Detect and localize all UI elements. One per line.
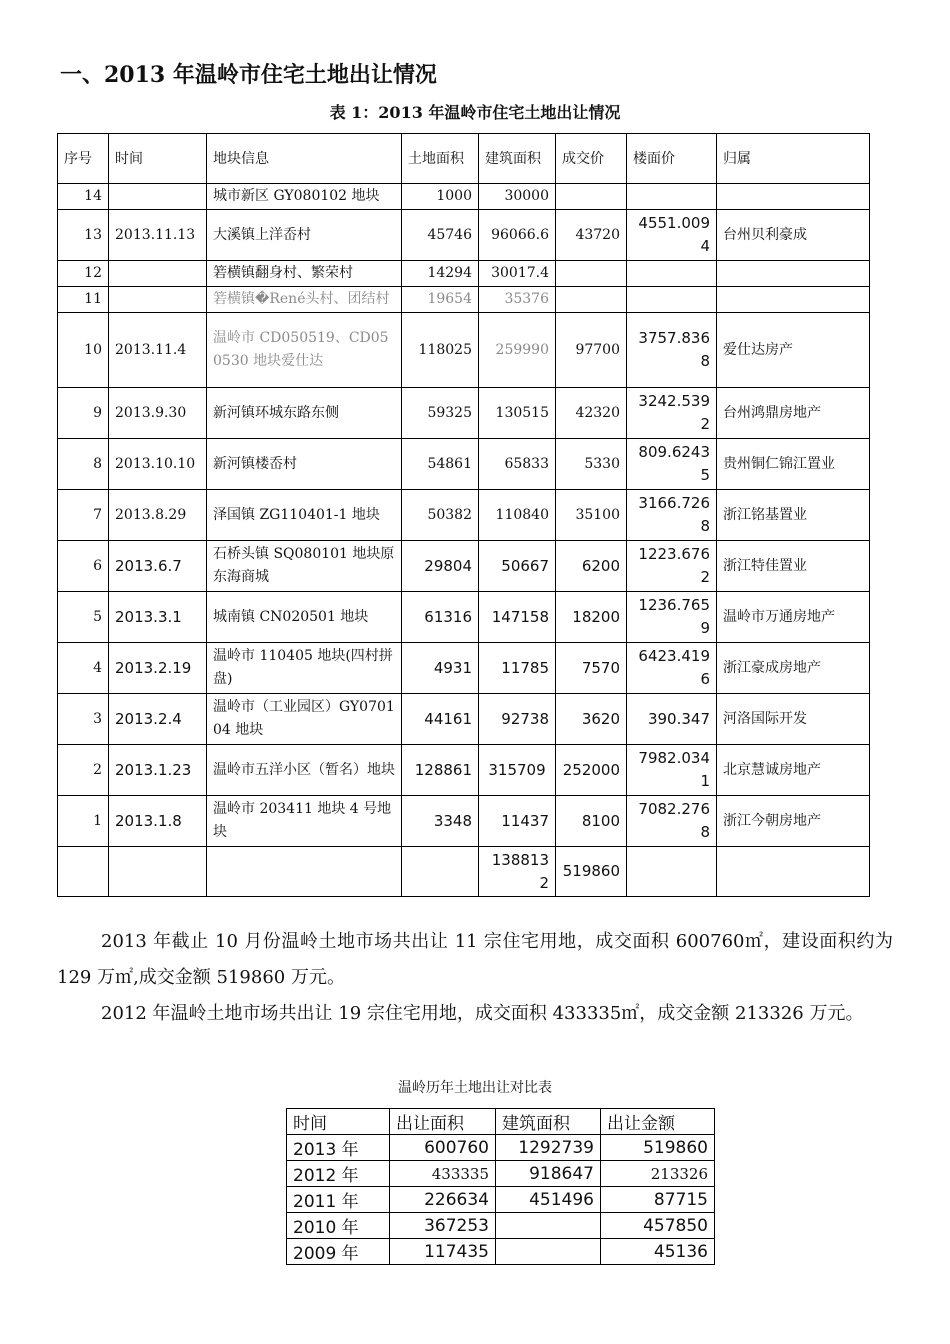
cell-info: 箬横镇翻身村、繁荣村 [207, 261, 402, 287]
table-row [58, 210, 870, 261]
cell-unit: 1223.6762 [627, 541, 717, 592]
table-row [58, 694, 870, 745]
table-row [287, 1135, 715, 1161]
cell-info: 大溪镇上洋岙村 [207, 210, 402, 261]
cell-date: 2013.11.4 [109, 313, 207, 388]
cell-date: 2013.8.29 [109, 490, 207, 541]
cell-unit: 3242.5392 [627, 388, 717, 439]
cell-amount: 457850 [601, 1213, 715, 1239]
table1-caption: 表 1：2013 年温岭市住宅土地出让情况 [329, 103, 621, 122]
cell-year: 2011 年 [287, 1187, 390, 1213]
table-row [58, 643, 870, 694]
cell-land: 44161 [402, 694, 479, 745]
cell-info: 温岭市 CD050519、CD050530 地块爱仕达 [207, 313, 402, 388]
header-cell: 土地面积 [402, 134, 479, 184]
cell-owner [717, 261, 870, 287]
cell-no: 10 [58, 313, 109, 388]
cell-unit: 3757.8368 [627, 313, 717, 388]
header-cell: 序号 [58, 134, 109, 184]
cell-amount: 87715 [601, 1187, 715, 1213]
section-heading: 一、2013 年温岭市住宅土地出让情况 [60, 62, 437, 88]
cell-info: 温岭市 110405 地块(四村拼盘) [207, 643, 402, 694]
cell-date [109, 287, 207, 313]
header-cell: 建筑面积 [496, 1109, 601, 1135]
cell-unit: 809.62435 [627, 439, 717, 490]
table-row [58, 313, 870, 388]
cell-no: 8 [58, 439, 109, 490]
cell-no: 11 [58, 287, 109, 313]
cell-area: 433335 [390, 1161, 496, 1187]
cell-price [556, 184, 627, 210]
cell-build: 918647 [496, 1161, 601, 1187]
cell-build: 30017.4 [479, 261, 556, 287]
cell-owner: 浙江今朝房地产 [717, 796, 870, 847]
cell-no: 7 [58, 490, 109, 541]
cell-date: 2013.2.4 [109, 694, 207, 745]
cell-unit [627, 287, 717, 313]
cell-build: 50667 [479, 541, 556, 592]
cell-owner: 浙江铭基置业 [717, 490, 870, 541]
cell-empty [627, 847, 717, 897]
cell-info: 城南镇 CN020501 地块 [207, 592, 402, 643]
cell-area: 117435 [390, 1239, 496, 1265]
cell-price [556, 287, 627, 313]
paragraph [57, 924, 893, 996]
table-row [58, 388, 870, 439]
table-row [287, 1239, 715, 1265]
cell-date: 2013.3.1 [109, 592, 207, 643]
cell-build: 315709 [479, 745, 556, 796]
cell-date: 2013.9.30 [109, 388, 207, 439]
cell-build: 130515 [479, 388, 556, 439]
cell-no: 3 [58, 694, 109, 745]
cell-info: 城市新区 GY080102 地块 [207, 184, 402, 210]
cell-build: 1292739 [496, 1135, 601, 1161]
header-cell: 出让面积 [390, 1109, 496, 1135]
cell-build: 11437 [479, 796, 556, 847]
land-sales-table [57, 133, 870, 897]
cell-unit: 1236.7659 [627, 592, 717, 643]
table-row [287, 1161, 715, 1187]
paragraph-text: 2013 年截止 10 月份温岭土地市场共出让 11 宗住宅用地，成交面积 600760㎡，建设面积约为 129 万㎡,成交金额 519860 万元。 [57, 931, 893, 988]
header-cell: 出让金额 [601, 1109, 715, 1135]
cell-land: 29804 [402, 541, 479, 592]
cell-no: 6 [58, 541, 109, 592]
cell-amount: 45136 [601, 1239, 715, 1265]
paragraph [57, 996, 893, 1032]
cell-price: 5330 [556, 439, 627, 490]
cell-unit: 7082.2768 [627, 796, 717, 847]
cell-land: 50382 [402, 490, 479, 541]
cell-no: 13 [58, 210, 109, 261]
paragraph-text: 2012 年温岭土地市场共出让 19 宗住宅用地，成交面积 433335㎡，成交金额 213326 万元。 [101, 1003, 864, 1024]
cell-build: 110840 [479, 490, 556, 541]
cell-date: 2013.11.13 [109, 210, 207, 261]
cell-info: 石桥头镇 SQ080101 地块原东海商城 [207, 541, 402, 592]
cell-price: 7570 [556, 643, 627, 694]
cell-year: 2009 年 [287, 1239, 390, 1265]
cell-price: 18200 [556, 592, 627, 643]
cell-info: 温岭市 203411 地块 4 号地块 [207, 796, 402, 847]
cell-empty [207, 847, 402, 897]
table1-header-row [58, 134, 870, 184]
cell-unit [627, 261, 717, 287]
cell-owner: 温岭市万通房地产 [717, 592, 870, 643]
cell-info: 泽国镇 ZG110401-1 地块 [207, 490, 402, 541]
cell-land: 54861 [402, 439, 479, 490]
table-row [58, 184, 870, 210]
cell-amount: 213326 [601, 1161, 715, 1187]
cell-info: 新河镇楼岙村 [207, 439, 402, 490]
cell-build: 30000 [479, 184, 556, 210]
cell-owner [717, 184, 870, 210]
cell-owner [717, 287, 870, 313]
table-row [58, 592, 870, 643]
cell-owner: 爱仕达房产 [717, 313, 870, 388]
cell-owner: 河洛国际开发 [717, 694, 870, 745]
table-row [58, 796, 870, 847]
cell-build: 65833 [479, 439, 556, 490]
cell-owner: 贵州铜仁锦江置业 [717, 439, 870, 490]
cell-build: 96066.6 [479, 210, 556, 261]
cell-date: 2013.10.10 [109, 439, 207, 490]
cell-land: 45746 [402, 210, 479, 261]
cell-owner: 北京慧诚房地产 [717, 745, 870, 796]
cell-year: 2012 年 [287, 1161, 390, 1187]
cell-unit: 4551.0094 [627, 210, 717, 261]
cell-land: 4931 [402, 643, 479, 694]
header-cell: 建筑面积 [479, 134, 556, 184]
cell-land: 59325 [402, 388, 479, 439]
cell-owner: 浙江特佳置业 [717, 541, 870, 592]
cell-amount: 519860 [601, 1135, 715, 1161]
cell-build: 11785 [479, 643, 556, 694]
cell-info: 温岭市五洋小区（暂名）地块 [207, 745, 402, 796]
cell-no: 1 [58, 796, 109, 847]
cell-build: 92738 [479, 694, 556, 745]
cell-date: 2013.2.19 [109, 643, 207, 694]
cell-unit: 390.347 [627, 694, 717, 745]
cell-land: 128861 [402, 745, 479, 796]
cell-price [556, 261, 627, 287]
cell-date: 2013.1.8 [109, 796, 207, 847]
table-total-row [58, 847, 870, 897]
cell-no: 14 [58, 184, 109, 210]
cell-land: 14294 [402, 261, 479, 287]
cell-unit: 6423.4196 [627, 643, 717, 694]
table-row [287, 1187, 715, 1213]
header-cell: 楼面价 [627, 134, 717, 184]
table2-caption: 温岭历年土地出让对比表 [398, 1080, 552, 1096]
cell-date: 2013.6.7 [109, 541, 207, 592]
table2-header-row [287, 1109, 715, 1135]
cell-info: 新河镇环城东路东侧 [207, 388, 402, 439]
table-row [58, 287, 870, 313]
cell-price: 252000 [556, 745, 627, 796]
cell-no: 12 [58, 261, 109, 287]
cell-year: 2013 年 [287, 1135, 390, 1161]
cell-price: 35100 [556, 490, 627, 541]
cell-price: 3620 [556, 694, 627, 745]
table-row [58, 745, 870, 796]
cell-area: 226634 [390, 1187, 496, 1213]
cell-price: 8100 [556, 796, 627, 847]
cell-year: 2010 年 [287, 1213, 390, 1239]
cell-land: 1000 [402, 184, 479, 210]
cell-build [496, 1213, 601, 1239]
cell-land: 3348 [402, 796, 479, 847]
cell-empty [717, 847, 870, 897]
cell-empty [402, 847, 479, 897]
header-cell: 时间 [109, 134, 207, 184]
cell-price: 6200 [556, 541, 627, 592]
header-cell: 成交价 [556, 134, 627, 184]
cell-owner: 台州贝利豪成 [717, 210, 870, 261]
header-cell: 时间 [287, 1109, 390, 1135]
cell-owner: 浙江豪成房地产 [717, 643, 870, 694]
cell-date: 2013.1.23 [109, 745, 207, 796]
cell-price: 43720 [556, 210, 627, 261]
cell-empty [58, 847, 109, 897]
cell-price: 97700 [556, 313, 627, 388]
cell-build: 451496 [496, 1187, 601, 1213]
table-row [58, 439, 870, 490]
cell-area: 600760 [390, 1135, 496, 1161]
cell-land: 118025 [402, 313, 479, 388]
cell-build: 35376 [479, 287, 556, 313]
cell-info: 箬横镇�René头村、团结村 [207, 287, 402, 313]
cell-land: 61316 [402, 592, 479, 643]
cell-info: 温岭市（工业园区）GY070104 地块 [207, 694, 402, 745]
table-row [58, 490, 870, 541]
cell-unit: 7982.0341 [627, 745, 717, 796]
cell-no: 9 [58, 388, 109, 439]
cell-unit [627, 184, 717, 210]
cell-land: 19654 [402, 287, 479, 313]
cell-build: 259990 [479, 313, 556, 388]
header-cell: 归属 [717, 134, 870, 184]
cell-unit: 3166.7268 [627, 490, 717, 541]
cell-owner: 台州鸿鼎房地产 [717, 388, 870, 439]
cell-no: 2 [58, 745, 109, 796]
cell-build: 147158 [479, 592, 556, 643]
cell-no: 4 [58, 643, 109, 694]
header-cell: 地块信息 [207, 134, 402, 184]
cell-total-price: 519860 [556, 847, 627, 897]
cell-empty [109, 847, 207, 897]
cell-date [109, 261, 207, 287]
table-row [58, 261, 870, 287]
yearly-comparison-table [286, 1108, 715, 1265]
cell-no: 5 [58, 592, 109, 643]
cell-date [109, 184, 207, 210]
cell-price: 42320 [556, 388, 627, 439]
table-row [58, 541, 870, 592]
cell-area: 367253 [390, 1213, 496, 1239]
cell-build [496, 1239, 601, 1265]
table-row [287, 1213, 715, 1239]
cell-total-build: 1388132 [479, 847, 556, 897]
